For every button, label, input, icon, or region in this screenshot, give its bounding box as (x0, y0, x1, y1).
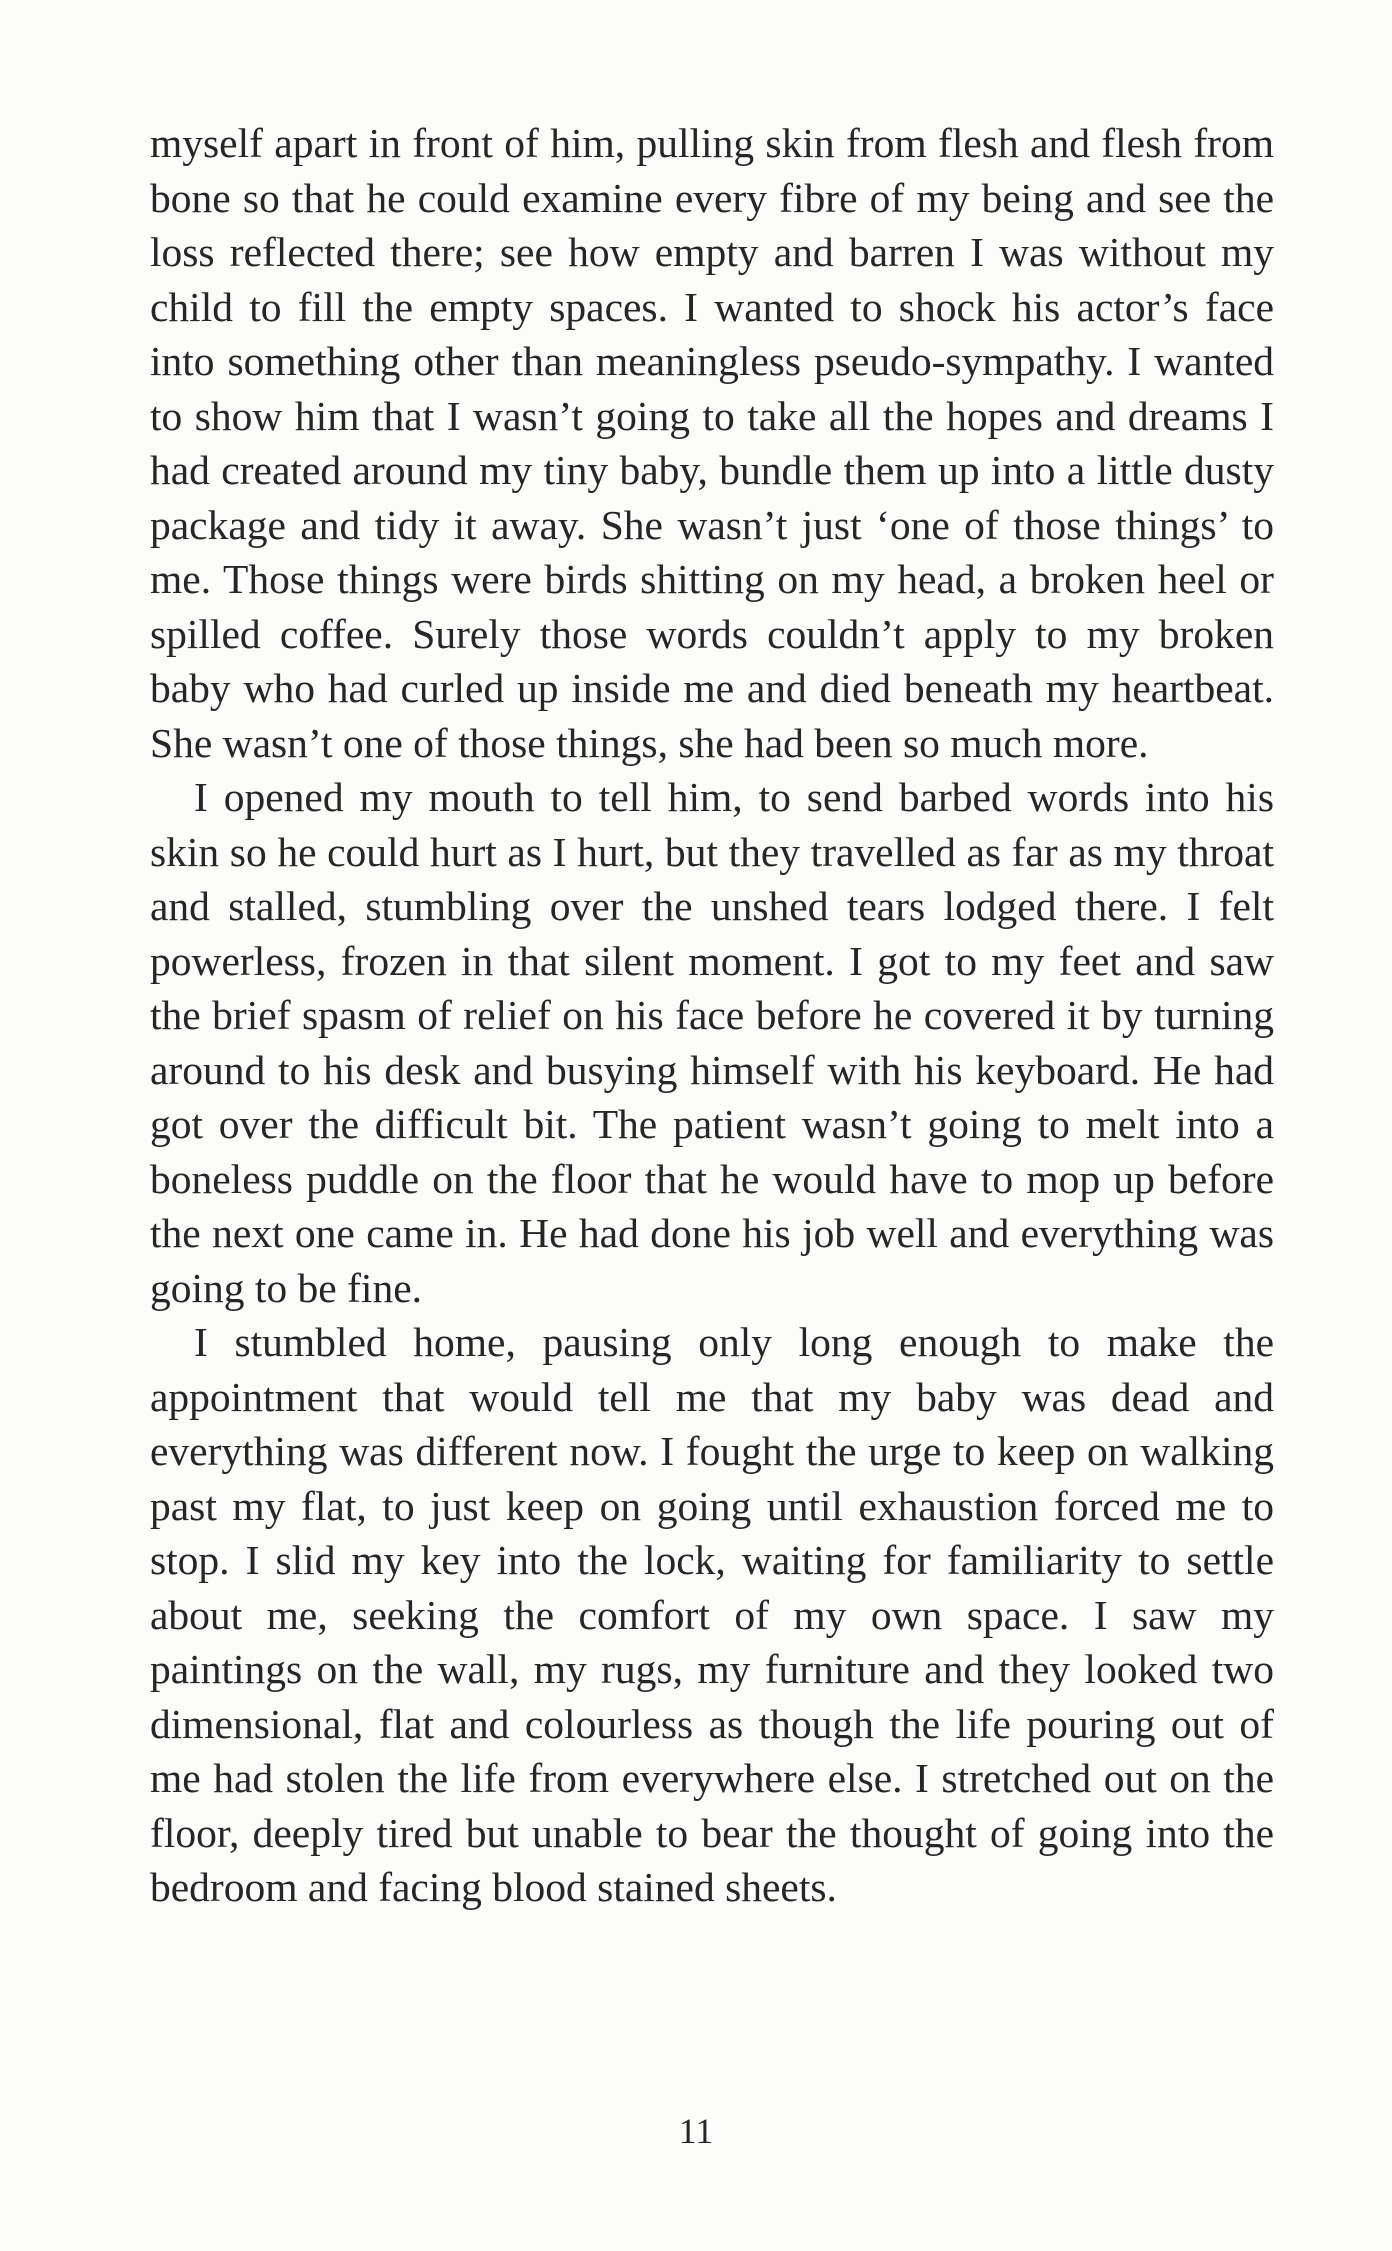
body-text (150, 116, 1274, 1915)
paragraph-2: I opened my mouth to tell him, to send barbed words into his skin so he could hurt as I hurt, but they travelled as far as my throat and stalled, stumbling over the unshed tears lodged there. I felt powerless, frozen in that silent moment. I got to my feet and saw the brief spasm of relief on his face before he covered it by turning around to his desk and busying himself with his keyboard. He had got over the difficult bit. The patient wasn’t going to melt into a boneless puddle on the floor that he would have to mop up before the next one came in. He had done his job well and everything was going to be fine. (150, 774, 1274, 1311)
paragraph-3: I stumbled home, pausing only long enough to make the appointment that would tell me that my baby was dead and everything was different now. I fought the urge to keep on walking past my flat, to just keep on going until exhaustion forced me to stop. I slid my key into the lock, waiting for familiarity to settle about me, seeking the comfort of my own space. I saw my paintings on the wall, my rugs, my furniture and they looked two dimensional, flat and colourless as though the life pouring out of me had stolen the life from everywhere else. I stretched out on the floor, deeply tired but unable to bear the thought of going into the bedroom and facing blood stained sheets. (150, 1319, 1274, 1910)
page-number: 11 (678, 2111, 714, 2151)
paragraph-1: myself apart in front of him, pulling skin from flesh and flesh from bone so that he could examine every fibre of my being and see the loss reflected there; see how empty and barren I was without my child to fill the empty spaces. I wanted to shock his actor’s face into something other than meaningless pseudo-sympathy. I wanted to show him that I wasn’t going to take all the hopes and dreams I had created around my tiny baby, bundle them up into a little dusty package and tidy it away. She wasn’t just ‘one of those things’ to me. Those things were birds shitting on my head, a broken heel or spilled coffee. Surely those words couldn’t apply to my broken baby who had curled up inside me and died beneath my heartbeat. She wasn’t one of those things, she had been so much more. (150, 120, 1274, 766)
